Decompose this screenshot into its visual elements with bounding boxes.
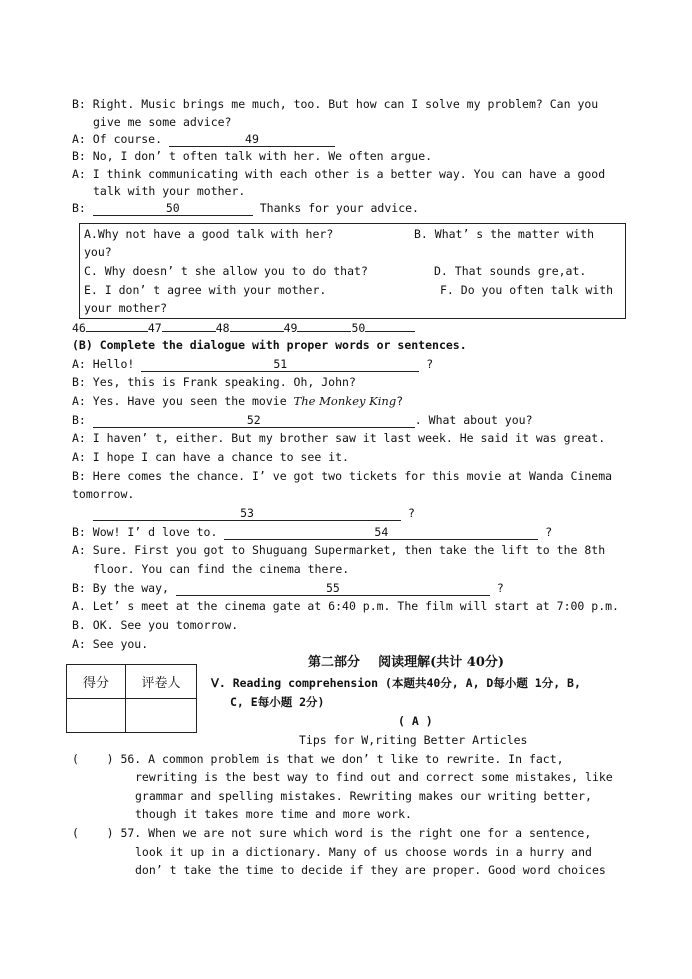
answer-blank-54[interactable]: 54 (224, 525, 538, 540)
section-v-title: Ⅴ. Reading comprehension (本题共40分, A, D每小题 1分, B, (211, 676, 581, 690)
question-57: ( ) 57. When we are not sure which word is the right one for a sentence, (72, 826, 592, 840)
score-table (66, 664, 197, 733)
question-57-line: look it up in a dictionary. Many of us choose words in a hurry and (135, 845, 592, 859)
answer-blank-49[interactable]: 49 (169, 132, 335, 147)
question-56-line: though it takes more time and more work. (135, 807, 412, 821)
section-b-title: (B) Complete the dialogue with proper words or sentences. (72, 338, 467, 352)
dialogue-line: A: Hello! 51 ? (72, 357, 434, 371)
score-header: 得分 (67, 665, 126, 699)
dialogue-line: B: 50 Thanks for your advice. (72, 201, 419, 215)
option-e: E. I don’ t agree with your mother. (84, 283, 327, 297)
score-cell[interactable] (67, 699, 126, 733)
option-b: B. What’ s the matter with (414, 227, 595, 241)
dialogue-line: B: By the way, 55 ? (72, 581, 504, 595)
answer-blank[interactable] (230, 331, 284, 332)
dialogue-line: 53 ? (93, 505, 415, 521)
dialogue-line: A. Let’ s meet at the cinema gate at 6:40 p.m. The film will start at 7:00 p.m. (72, 599, 619, 613)
question-56: ( ) 56. A common problem is that we don’ t like to rewrite. In fact, (72, 752, 564, 766)
dialogue-line: B: No, I don’ t often talk with her. We often argue. (72, 149, 433, 163)
question-57-line: don’ t take the time to decide if they are proper. Good word choices (135, 863, 606, 877)
dialogue-line: talk with your mother. (93, 184, 246, 198)
answer-blank-53[interactable]: 53 (93, 506, 401, 521)
option-a: A.Why not have a good talk with her? (84, 227, 334, 241)
answer-blank-50[interactable]: 50 (93, 201, 253, 216)
dialogue-line: B: Here comes the chance. I’ ve got two tickets for this movie at Wanda Cinema (72, 469, 613, 483)
grader-header: 评卷人 (126, 665, 197, 699)
answer-blank[interactable] (297, 331, 351, 332)
part2-heading: 第二部分 阅读理解(共计 40分) (308, 655, 505, 670)
dialogue-line: B: Wow! I’ d love to. 54 ? (72, 525, 553, 539)
movie-title: The Monkey King (293, 394, 397, 408)
dialogue-line: B. OK. See you tomorrow. (72, 618, 239, 632)
answer-blank[interactable] (162, 331, 216, 332)
answer-blank-51[interactable]: 51 (141, 357, 419, 372)
dialogue-line: floor. You can find the cinema there. (93, 562, 350, 576)
question-56-line: grammar and spelling mistakes. Rewriting makes our writing better, (135, 789, 592, 803)
dialogue-line: A: I think communicating with each other is a better way. You can have a good (72, 167, 606, 181)
option-b-cont: you? (84, 245, 112, 259)
question-56-line: rewriting is the best way to find out and correct some mistakes, like (135, 770, 613, 784)
option-f: F. Do you often talk with (440, 283, 614, 297)
option-c: C. Why doesn’ t she allow you to do that? (84, 264, 368, 278)
option-f-cont: your mother? (84, 301, 168, 315)
dialogue-line: A: Sure. First you got to Shuguang Supermarket, then take the lift to the 8th (72, 543, 606, 557)
answer-blank-52[interactable]: 52 (93, 413, 415, 428)
dialogue-line: B: 52 . What about you? (72, 413, 533, 427)
dialogue-line: A: See you. (72, 637, 149, 651)
option-d: D. That sounds gre,at. (434, 264, 587, 278)
section-v-title-cont: C, E每小题 2分) (230, 695, 325, 709)
grader-cell[interactable] (126, 699, 197, 733)
dialogue-line: B: Yes, this is Frank speaking. Oh, John? (72, 375, 356, 389)
dialogue-line: A: I hope I can have a chance to see it. (72, 450, 349, 464)
dialogue-line: A: Yes. Have you seen the movie The Monkey King? (72, 394, 404, 408)
dialogue-line: B: Right. Music brings me much, too. But how can I solve my problem? Can you (72, 97, 599, 111)
dialogue-line: A: I haven’ t, either. But my brother saw it last week. He said it was great. (72, 431, 606, 445)
answer-blank[interactable] (86, 331, 148, 332)
dialogue-line: tomorrow. (72, 487, 135, 501)
passage-title: Tips for W,riting Better Articles (299, 733, 528, 747)
answer-blank-55[interactable]: 55 (176, 581, 490, 596)
dialogue-line: A: Of course. 49 (72, 131, 335, 147)
answer-row: 46 47 48 49 50 (72, 320, 415, 336)
dialogue-line: give me some advice? (93, 115, 232, 129)
answer-blank[interactable] (365, 331, 415, 332)
passage-label: ( A ) (398, 714, 433, 728)
